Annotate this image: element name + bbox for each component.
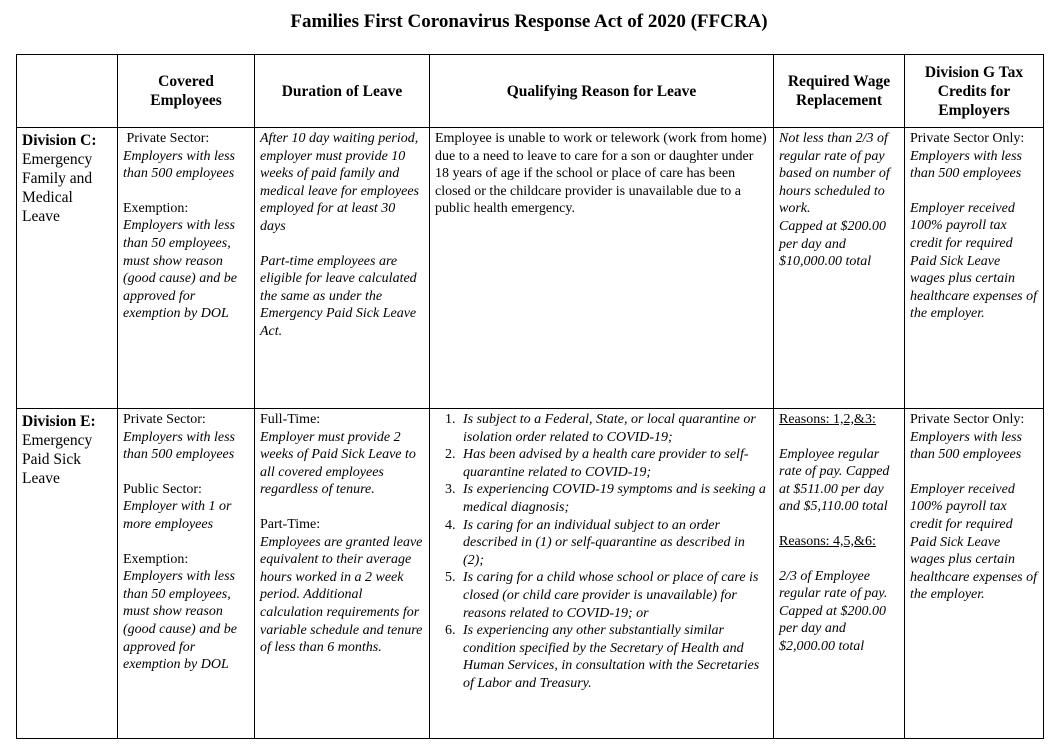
division-e-subtitle: Emergency Paid Sick Leave xyxy=(22,432,93,487)
header-duration-of-leave: Duration of Leave xyxy=(255,55,430,128)
division-c-tax-text-2: Employer received 100% payroll tax credit for required Paid Sick Leave wages plus certain healthcare expenses of the employer. xyxy=(910,200,1037,322)
division-c-tax-label: Private Sector Only: xyxy=(910,131,1025,146)
division-e-covered-text-3: Employers with less than 50 employees, must show reason (good cause) and be approved for exemption by DOL xyxy=(123,569,237,673)
reasons-list xyxy=(435,411,768,693)
header-row xyxy=(17,55,1044,128)
division-c-subtitle: Emergency Family and Medical Leave xyxy=(22,151,93,225)
division-c-wage-text-1: Not less than 2/3 of regular rate of pay based on number of hours scheduled to work. xyxy=(779,131,890,217)
document-title: Families First Coronavirus Response Act of 2020 (FFCRA) xyxy=(290,11,768,32)
division-c-covered-label-1: Private Sector: xyxy=(126,131,210,146)
division-c-reason xyxy=(430,128,774,409)
list-item: 3. Is experiencing COVID-19 symptoms and is seeking a medical diagnosis; xyxy=(459,481,768,516)
division-c-covered-text-1: Employers with less than 500 employees xyxy=(123,148,235,182)
list-item: 2. Has been advised by a health care provider to self-quarantine related to COVID-19; xyxy=(459,446,768,481)
list-item: 5. Is caring for a child whose school or place of care is closed (or child care provider is unavailable) for reasons related to COVID-19; or xyxy=(459,569,768,622)
header-tax-credits: Division G Tax Credits for Employers xyxy=(905,55,1044,128)
division-e-wage-text-b: 2/3 of Employee regular rate of pay. Capped at $200.00 per day and $2,000.00 total xyxy=(779,568,888,654)
division-c-covered-text-2: Employers with less than 50 employees, must show reason (good cause) and be approved for exemption by DOL xyxy=(123,218,237,322)
division-e-covered-text-2: Employer with 1 or more employees xyxy=(123,499,232,532)
header-covered-employees: Covered Employees xyxy=(118,55,255,128)
division-e-duration-text-1: Employer must provide 2 weeks of Paid Sick Leave to all covered employees regardless of tenure. xyxy=(260,429,416,498)
header-empty xyxy=(17,55,118,128)
division-e-covered-text-1: Employers with less than 500 employees xyxy=(123,429,235,463)
division-e-covered-employees xyxy=(118,409,255,739)
division-e-duration xyxy=(255,409,430,739)
header-wage-replacement: Required Wage Replacement xyxy=(774,55,905,128)
list-item: 1. Is subject to a Federal, State, or local quarantine or isolation order related to COVID-19; xyxy=(459,411,768,446)
list-item: 4. Is caring for an individual subject to an order described in (1) or self-quarantine as described in (2); xyxy=(459,517,768,570)
row-label-division-e xyxy=(17,409,118,739)
division-e-tax-credits xyxy=(905,409,1044,739)
division-e-tax-label: Private Sector Only: xyxy=(910,412,1025,427)
row-label-division-c xyxy=(17,128,118,409)
division-e-title: Division E: xyxy=(22,413,96,430)
division-c-duration-text-2: Part-time employees are eligible for leave calculated the same as under the Emergency Paid Sick Leave Act. xyxy=(260,253,417,339)
division-c-duration-text-1: After 10 day waiting period, employer must provide 10 weeks of paid family and medical leave for employees employed for at least 30 days xyxy=(260,131,419,234)
division-c-title: Division C: xyxy=(22,132,97,149)
division-e-covered-label-3: Exemption: xyxy=(123,551,189,567)
division-e-covered-label-1: Private Sector: xyxy=(123,412,206,427)
division-e-duration-text-2: Employees are granted leave equivalent to their average hours worked in a 2 week period. Additional calculation requirements for variable schedule and tenure of less than 6 months. xyxy=(260,534,423,656)
division-e-wage-text-a: Employee regular rate of pay. Capped at $511.00 per day and $5,110.00 total xyxy=(779,446,890,515)
ffcra-table xyxy=(16,54,1044,739)
division-c-covered-label-2: Exemption: xyxy=(123,200,189,216)
division-c-wage-text-2: Capped at $200.00 per day and $10,000.00 total xyxy=(779,218,886,270)
division-c-tax-text-1: Employers with less than 500 employees xyxy=(910,148,1022,182)
division-c-covered-employees xyxy=(118,128,255,409)
division-e-covered-label-2: Public Sector: xyxy=(123,481,202,497)
division-e-reasons xyxy=(430,409,774,739)
list-item: 6. Is experiencing any other substantially similar condition specified by the Secretary of Health and Human Services, in consultation with the Secretaries of Labor and Treasury. xyxy=(459,622,768,692)
division-c-wage xyxy=(774,128,905,409)
header-qualifying-reason: Qualifying Reason for Leave xyxy=(430,55,774,128)
division-e-wage xyxy=(774,409,905,739)
division-c-duration xyxy=(255,128,430,409)
table-row-division-e xyxy=(17,409,1044,739)
table-row-division-c xyxy=(17,128,1044,409)
division-e-duration-label-1: Full-Time: xyxy=(260,412,321,427)
division-e-tax-text-1: Employers with less than 500 employees xyxy=(910,429,1022,463)
division-e-wage-label-b: Reasons: 4,5,&6: xyxy=(779,533,876,549)
division-e-tax-text-2: Employer received 100% payroll tax credit for required Paid Sick Leave wages plus certain healthcare expenses of the employer. xyxy=(910,481,1037,603)
division-e-wage-label-a: Reasons: 1,2,&3: xyxy=(779,412,876,427)
division-c-reason-text: Employee is unable to work or telework (work from home) due to a need to leave to care for a son or daughter under 18 years of age if the school or place of care has been closed or the childcare provider is unavailable due to a public health emergency. xyxy=(435,131,767,217)
division-e-duration-label-2: Part-Time: xyxy=(260,516,321,532)
division-c-tax-credits xyxy=(905,128,1044,409)
